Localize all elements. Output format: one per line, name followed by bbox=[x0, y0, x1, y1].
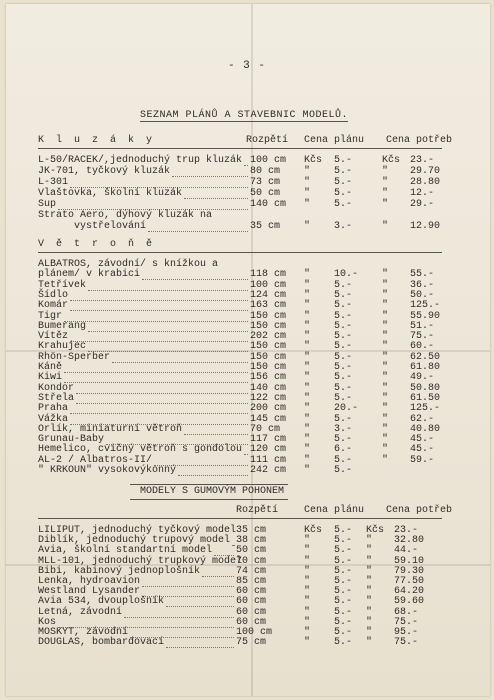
kit-currency: " bbox=[366, 545, 373, 557]
kit-price: 12.- bbox=[410, 188, 435, 199]
plan-currency: " bbox=[304, 596, 311, 608]
kit-price: 64.20 bbox=[394, 586, 425, 598]
item-name: Rhön-Sperber bbox=[38, 351, 111, 363]
item-name: Strato Aero, dýhový kluzák na bbox=[38, 210, 213, 221]
kit-price: 44.- bbox=[394, 545, 419, 557]
plan-currency: " bbox=[304, 535, 311, 547]
item-name: Tetřívek bbox=[38, 279, 87, 291]
item-name: Avia 534, dvouplošník bbox=[38, 596, 165, 608]
table-row bbox=[0, 167, 494, 177]
item-span: 150 cm bbox=[250, 310, 287, 322]
kit-currency: " bbox=[366, 606, 373, 618]
plan-currency: " bbox=[304, 351, 311, 363]
kit-currency: " bbox=[382, 351, 389, 363]
item-span: 150 cm bbox=[250, 341, 287, 353]
item-name: Praha bbox=[38, 403, 69, 415]
item-span: 145 cm bbox=[250, 413, 287, 425]
item-name: plánem/ v krabici bbox=[38, 269, 141, 281]
plan-currency: " bbox=[304, 555, 311, 567]
plan-currency: " bbox=[304, 616, 311, 628]
header-plan-price: Cena plánu bbox=[304, 505, 365, 516]
kit-price: 61.80 bbox=[410, 362, 441, 373]
kit-price: 62.50 bbox=[410, 351, 441, 363]
section-rule bbox=[38, 252, 442, 253]
kit-currency: " bbox=[382, 372, 389, 384]
item-span: 124 cm bbox=[250, 289, 287, 301]
item-span: 200 cm bbox=[250, 403, 287, 415]
plan-price: 5.- bbox=[334, 341, 353, 353]
item-name: Komár bbox=[38, 300, 69, 312]
plan-price: 5.- bbox=[334, 279, 353, 291]
plan-price: 5.- bbox=[334, 434, 353, 446]
item-span: 75 cm bbox=[236, 637, 267, 649]
item-span: 35 cm bbox=[236, 525, 267, 536]
kit-currency: " bbox=[366, 616, 373, 628]
header-kit-price: Cena potřeb bbox=[386, 135, 453, 146]
kit-price: 36.- bbox=[410, 279, 435, 291]
item-span: 156 cm bbox=[250, 372, 287, 384]
kit-currency: " bbox=[366, 586, 373, 598]
kit-price: 23.- bbox=[394, 525, 419, 536]
header-span: Rozpětí bbox=[246, 135, 289, 146]
section-rule bbox=[38, 148, 442, 149]
plan-price: 10.- bbox=[334, 269, 359, 281]
kit-price: 29.- bbox=[410, 199, 435, 210]
item-span: 163 cm bbox=[250, 300, 287, 312]
item-name: Kos bbox=[38, 616, 57, 628]
plan-currency: " bbox=[304, 289, 311, 301]
item-name: Letná, závodní bbox=[38, 606, 123, 618]
item-name: LILIPUT, jednoduchý tyčkový model bbox=[38, 525, 237, 536]
plan-price: 5.- bbox=[334, 331, 353, 343]
table-row bbox=[0, 342, 494, 352]
plan-currency: " bbox=[304, 341, 311, 353]
kit-price: 45.- bbox=[410, 444, 435, 456]
kit-price: 61.50 bbox=[410, 392, 441, 404]
item-span: 150 cm bbox=[250, 320, 287, 332]
kit-price: 29.70 bbox=[410, 166, 441, 177]
kit-price: 23.- bbox=[410, 155, 435, 166]
plan-price: 5.- bbox=[334, 413, 353, 425]
leader-line bbox=[244, 165, 248, 166]
item-name: Krahujec bbox=[38, 341, 87, 353]
plan-price: 5.- bbox=[334, 606, 353, 618]
item-name: Kondor bbox=[38, 382, 75, 394]
kit-currency: " bbox=[382, 221, 389, 232]
plan-price: 3.- bbox=[334, 423, 353, 435]
item-span: 111 cm bbox=[250, 454, 287, 466]
kit-currency: " bbox=[382, 444, 389, 456]
page-number: - 3 - bbox=[227, 60, 266, 72]
table-row bbox=[0, 270, 494, 280]
plan-currency: " bbox=[304, 392, 311, 404]
kit-price: 75.- bbox=[410, 331, 435, 343]
plan-currency: " bbox=[304, 199, 311, 210]
plan-price: 5.- bbox=[334, 565, 353, 577]
item-span: 100 cm bbox=[250, 279, 287, 291]
leader-line bbox=[178, 475, 248, 476]
item-span: 35 cm bbox=[250, 221, 281, 232]
item-span: 50 cm bbox=[236, 545, 267, 557]
kit-price: 125.- bbox=[410, 403, 441, 415]
item-span: 60 cm bbox=[236, 616, 267, 628]
section-title-sailplanes: V ě t r o ň ě bbox=[38, 239, 156, 250]
plan-price: 5.- bbox=[334, 637, 353, 649]
kit-price: 68.- bbox=[394, 606, 419, 618]
section-title-gliders: K l u z á k y bbox=[38, 135, 156, 146]
plan-currency: " bbox=[304, 362, 311, 373]
item-name: " KRKOUN" vysokovýkonný bbox=[38, 465, 177, 476]
item-name: Sup bbox=[38, 199, 57, 210]
kit-currency: " bbox=[366, 565, 373, 577]
kit-price: 51.- bbox=[410, 320, 435, 332]
item-name: L-301 bbox=[38, 177, 69, 188]
plan-currency: " bbox=[304, 444, 311, 456]
item-name: Kiwi bbox=[38, 372, 63, 384]
plan-currency: " bbox=[304, 545, 311, 557]
item-name: Šídlo bbox=[38, 289, 69, 301]
plan-price: 6.- bbox=[334, 444, 353, 456]
item-name: Vlaštovka, školní kluzák bbox=[38, 188, 183, 199]
kit-currency: " bbox=[382, 423, 389, 435]
kit-currency: " bbox=[382, 199, 389, 210]
item-span: 150 cm bbox=[250, 362, 287, 373]
kit-currency: " bbox=[382, 382, 389, 394]
item-name: vystřelování bbox=[38, 221, 147, 232]
item-span: 80 cm bbox=[250, 166, 281, 177]
kit-price: 55.- bbox=[410, 269, 435, 281]
plan-price: 5.- bbox=[334, 188, 353, 199]
table-row bbox=[0, 301, 494, 311]
section-rule bbox=[38, 518, 442, 519]
table-row bbox=[0, 466, 494, 476]
item-name: JK-701, tyčkový kluzák bbox=[38, 166, 171, 177]
plan-currency: " bbox=[304, 423, 311, 435]
kit-price: 79.30 bbox=[394, 565, 425, 577]
kit-currency: " bbox=[382, 331, 389, 343]
plan-currency: " bbox=[304, 627, 311, 638]
kit-currency: " bbox=[366, 576, 373, 587]
plan-currency: " bbox=[304, 221, 311, 232]
plan-price: 5.- bbox=[334, 177, 353, 188]
kit-price: 32.80 bbox=[394, 535, 425, 547]
item-span: 100 cm bbox=[250, 155, 287, 166]
kit-price: 45.- bbox=[410, 434, 435, 446]
item-name: ALBATROS, závodní/ s knížkou a bbox=[38, 259, 219, 270]
kit-currency: " bbox=[382, 362, 389, 373]
kit-currency: " bbox=[366, 535, 373, 547]
item-span: 122 cm bbox=[250, 392, 287, 404]
plan-price: 3.- bbox=[334, 221, 353, 232]
plan-price: 5.- bbox=[334, 535, 353, 547]
plan-currency: " bbox=[304, 454, 311, 466]
leader-line bbox=[172, 176, 248, 177]
table-row bbox=[0, 546, 494, 556]
kit-price: 49.- bbox=[410, 372, 435, 384]
plan-price: 5.- bbox=[334, 392, 353, 404]
plan-currency: " bbox=[304, 320, 311, 332]
item-span: 70 cm bbox=[250, 423, 281, 435]
table-row bbox=[0, 189, 494, 199]
kit-price: 50.80 bbox=[410, 382, 441, 394]
item-span: 120 cm bbox=[250, 444, 287, 456]
table-row bbox=[0, 211, 494, 221]
plan-price: 5.- bbox=[334, 320, 353, 332]
plan-price: 5.- bbox=[334, 289, 353, 301]
item-span: 85 cm bbox=[236, 576, 267, 587]
plan-price: 5.- bbox=[334, 372, 353, 384]
item-span: 60 cm bbox=[236, 596, 267, 608]
plan-price: 5.- bbox=[334, 576, 353, 587]
plan-currency: " bbox=[304, 372, 311, 384]
table-row bbox=[0, 312, 494, 322]
kit-currency: " bbox=[382, 454, 389, 466]
kit-price: 60.- bbox=[410, 341, 435, 353]
item-name: Tigr bbox=[38, 310, 63, 322]
kit-currency: " bbox=[382, 392, 389, 404]
plan-currency: " bbox=[304, 434, 311, 446]
plan-price: 5.- bbox=[334, 310, 353, 322]
item-span: 150 cm bbox=[250, 351, 287, 363]
table-row bbox=[0, 200, 494, 210]
kit-currency: " bbox=[382, 289, 389, 301]
item-name: Vážka bbox=[38, 413, 69, 425]
plan-price: 5.- bbox=[334, 465, 353, 476]
kit-price: 125.- bbox=[410, 300, 441, 312]
plan-currency: " bbox=[304, 565, 311, 577]
plan-currency: " bbox=[304, 413, 311, 425]
plan-currency: " bbox=[304, 382, 311, 394]
table-row bbox=[0, 156, 494, 166]
kit-currency: " bbox=[382, 188, 389, 199]
plan-price: 5.- bbox=[334, 586, 353, 598]
item-name: Lenka, hydroavion bbox=[38, 576, 141, 587]
item-span: 117 cm bbox=[250, 434, 287, 446]
item-name: Avia, školní standartní model bbox=[38, 545, 213, 557]
item-name: Diblík, jednoduchý trupový model bbox=[38, 535, 231, 547]
item-name: Westland Lysander bbox=[38, 586, 141, 598]
kit-price: 75.- bbox=[394, 616, 419, 628]
item-name: DOUGLAS, bombardovací bbox=[38, 637, 165, 649]
plan-price: 5.- bbox=[334, 616, 353, 628]
table-row bbox=[0, 415, 494, 425]
item-name: MOSKYT, závodní bbox=[38, 627, 129, 638]
item-span: 242 cm bbox=[250, 465, 287, 476]
plan-currency: " bbox=[304, 166, 311, 177]
kit-currency: Kčs bbox=[366, 525, 385, 536]
plan-currency: " bbox=[304, 465, 311, 476]
item-name: Grunau-Baby bbox=[38, 434, 105, 446]
item-name: L-50/RACEK/,jednoduchý trup kluzák bbox=[38, 155, 243, 166]
kit-currency: " bbox=[382, 413, 389, 425]
plan-price: 5.- bbox=[334, 382, 353, 394]
leader-line bbox=[166, 647, 234, 648]
section-title-rubber: MODELY S GUMOVÝM POHONEM bbox=[140, 486, 285, 497]
page-title: SEZNAM PLÁNŮ A STAVEBNIC MODELŮ. bbox=[140, 110, 349, 121]
header-plan-price: Cena plánu bbox=[304, 135, 365, 146]
kit-price: 59.10 bbox=[394, 555, 425, 567]
plan-price: 5.- bbox=[334, 596, 353, 608]
kit-price: 50.- bbox=[410, 289, 435, 301]
item-name: Káně bbox=[38, 362, 63, 373]
item-span: 100 cm bbox=[236, 627, 273, 638]
kit-price: 62.- bbox=[410, 413, 435, 425]
kit-currency: " bbox=[366, 637, 373, 649]
item-name: AL-2 / Albatros-II/ bbox=[38, 454, 153, 466]
kit-currency: " bbox=[366, 596, 373, 608]
item-name: Vítěz bbox=[38, 331, 69, 343]
table-row bbox=[0, 597, 494, 607]
kit-currency: " bbox=[382, 269, 389, 281]
plan-currency: Kčs bbox=[304, 155, 323, 166]
table-row bbox=[0, 222, 494, 232]
plan-currency: " bbox=[304, 300, 311, 312]
plan-currency: " bbox=[304, 331, 311, 343]
plan-currency: " bbox=[304, 310, 311, 322]
table-row bbox=[0, 404, 494, 414]
plan-price: 5.- bbox=[334, 545, 353, 557]
kit-price: 12.90 bbox=[410, 221, 441, 232]
item-span: 140 cm bbox=[250, 199, 287, 210]
plan-price: 5.- bbox=[334, 627, 353, 638]
kit-currency: " bbox=[366, 627, 373, 638]
item-name: Bumerang bbox=[38, 320, 87, 332]
plan-price: 5.- bbox=[334, 454, 353, 466]
table-row bbox=[0, 638, 494, 648]
kit-currency: " bbox=[382, 279, 389, 291]
kit-price: 59.60 bbox=[394, 596, 425, 608]
plan-currency: " bbox=[304, 576, 311, 587]
kit-currency: " bbox=[382, 177, 389, 188]
item-span: 60 cm bbox=[236, 586, 267, 598]
plan-currency: Kčs bbox=[304, 525, 323, 536]
kit-price: 28.80 bbox=[410, 177, 441, 188]
kit-price: 55.90 bbox=[410, 310, 441, 322]
plan-price: 5.- bbox=[334, 351, 353, 363]
kit-currency: " bbox=[382, 166, 389, 177]
plan-price: 20.- bbox=[334, 403, 359, 415]
item-span: 202 cm bbox=[250, 331, 287, 343]
plan-price: 5.- bbox=[334, 199, 353, 210]
plan-currency: " bbox=[304, 177, 311, 188]
table-row bbox=[0, 178, 494, 188]
plan-price: 5.- bbox=[334, 300, 353, 312]
header-span: Rozpětí bbox=[236, 505, 279, 516]
plan-currency: " bbox=[304, 637, 311, 649]
kit-currency: Kčs bbox=[382, 155, 401, 166]
kit-price: 59.- bbox=[410, 454, 435, 466]
table-row bbox=[0, 445, 494, 455]
item-name: MLL-101, jednoduchý trupkový model bbox=[38, 555, 243, 567]
plan-currency: " bbox=[304, 586, 311, 598]
kit-currency: " bbox=[382, 320, 389, 332]
kit-currency: " bbox=[366, 555, 373, 567]
plan-price: 5.- bbox=[334, 362, 353, 373]
plan-currency: " bbox=[304, 279, 311, 291]
plan-currency: " bbox=[304, 606, 311, 618]
kit-price: 77.50 bbox=[394, 576, 425, 587]
item-span: 70 cm bbox=[236, 555, 267, 567]
header-kit-price: Cena potřeb bbox=[386, 505, 453, 516]
kit-price: 40.80 bbox=[410, 423, 441, 435]
plan-currency: " bbox=[304, 188, 311, 199]
plan-price: 5.- bbox=[334, 555, 353, 567]
item-span: 38 cm bbox=[236, 535, 267, 547]
item-span: 60 cm bbox=[236, 606, 267, 618]
item-name: Bibi, kabinový jednoplošník bbox=[38, 565, 201, 577]
item-name: Hemelico, cvičný větroň s gondolou bbox=[38, 444, 243, 456]
table-row bbox=[0, 373, 494, 383]
plan-currency: " bbox=[304, 403, 311, 415]
item-span: 50 cm bbox=[250, 188, 281, 199]
leader-line bbox=[148, 231, 248, 232]
kit-price: 95.- bbox=[394, 627, 419, 638]
kit-currency: " bbox=[382, 300, 389, 312]
kit-currency: " bbox=[382, 310, 389, 322]
item-span: 140 cm bbox=[250, 382, 287, 394]
item-span: 73 cm bbox=[250, 177, 281, 188]
plan-price: 5.- bbox=[334, 525, 353, 536]
plan-price: 5.- bbox=[334, 166, 353, 177]
plan-price: 5.- bbox=[334, 155, 353, 166]
item-span: 74 cm bbox=[236, 565, 267, 577]
item-span: 118 cm bbox=[250, 269, 287, 281]
kit-currency: " bbox=[382, 403, 389, 415]
plan-currency: " bbox=[304, 269, 311, 281]
item-name: Střela bbox=[38, 392, 75, 404]
kit-currency: " bbox=[382, 434, 389, 446]
kit-price: 75.- bbox=[394, 637, 419, 649]
kit-currency: " bbox=[382, 341, 389, 353]
item-name: Orlík, miniaturní větroň bbox=[38, 423, 183, 435]
leader-line bbox=[184, 198, 248, 199]
